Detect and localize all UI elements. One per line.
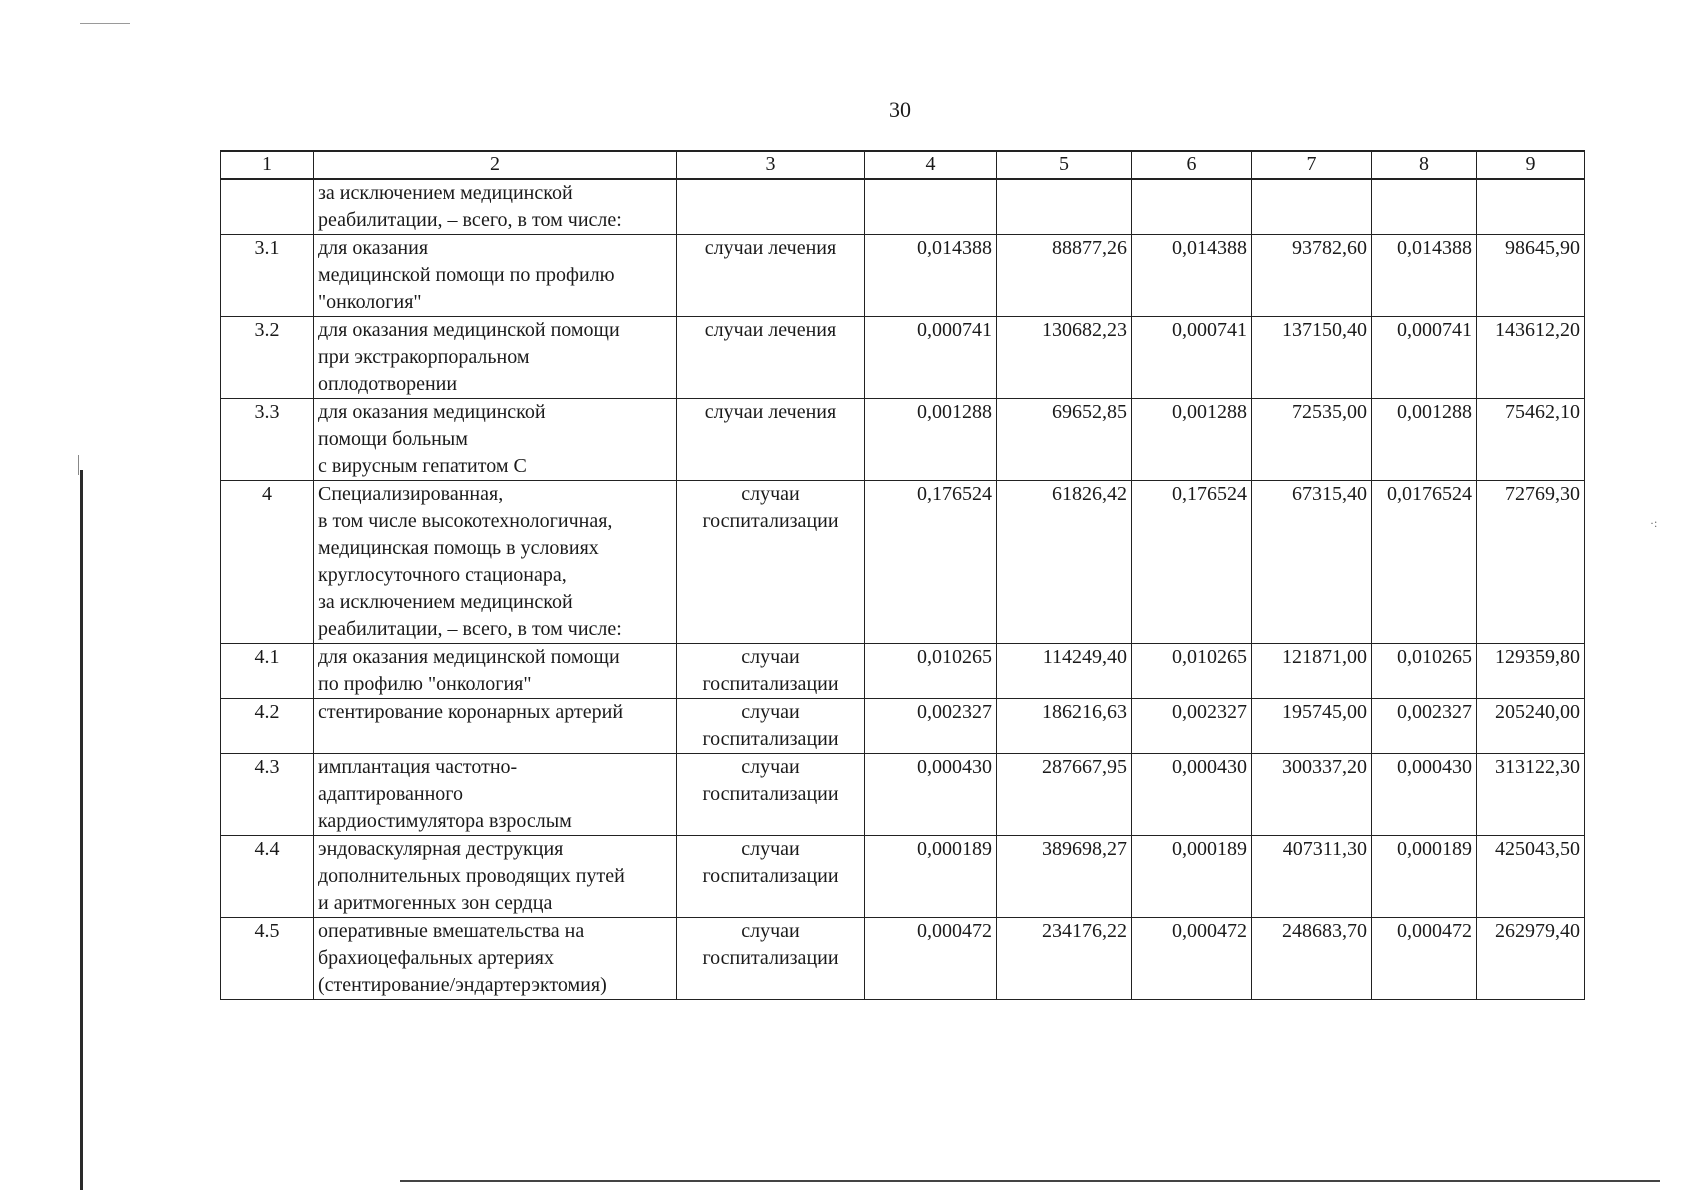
- row-name: [314, 317, 677, 399]
- value-col-6-text: 0,000189: [1172, 838, 1247, 860]
- value-col-4-text: 0,000472: [917, 920, 992, 942]
- row-unit-text: случаи госпитализации: [702, 838, 839, 887]
- value-col-5: [997, 235, 1132, 317]
- value-col-5-text: 234176,22: [1042, 920, 1127, 942]
- table-row: [221, 644, 1585, 699]
- value-col-4: [865, 836, 997, 918]
- row-number-text: 3.1: [254, 237, 280, 259]
- value-col-7-text: 121871,00: [1282, 646, 1367, 668]
- value-col-6: [1132, 836, 1252, 918]
- value-col-7-text: 137150,40: [1282, 319, 1367, 341]
- row-unit: [677, 481, 865, 644]
- value-col-8-text: 0,002327: [1397, 701, 1472, 723]
- value-col-4-text: 0,010265: [917, 646, 992, 668]
- value-col-7-text: 93782,60: [1292, 237, 1367, 259]
- tariff-table: [220, 150, 1585, 1000]
- row-number: [221, 179, 314, 235]
- value-col-9-text: 143612,20: [1495, 319, 1580, 341]
- value-col-5: [997, 918, 1132, 1000]
- value-col-8: [1372, 699, 1477, 754]
- row-unit-text: случаи лечения: [704, 237, 837, 259]
- value-col-9-text: 75462,10: [1505, 401, 1580, 423]
- value-col-7: [1252, 644, 1372, 699]
- header-row: [221, 151, 1585, 179]
- value-col-4-text: 0,176524: [917, 483, 992, 505]
- value-col-6: [1132, 399, 1252, 481]
- scan-artifact-top-line: [80, 23, 130, 24]
- value-col-7-text: 407311,30: [1282, 838, 1367, 860]
- value-col-9: [1477, 699, 1585, 754]
- value-col-5-text: 287667,95: [1042, 756, 1127, 778]
- column-header-1: 1: [221, 151, 314, 179]
- value-col-5: [997, 754, 1132, 836]
- column-header-2: 2: [314, 151, 677, 179]
- value-col-4-text: 0,000189: [917, 838, 992, 860]
- row-name: [314, 481, 677, 644]
- row-name-text: Специализированная, в том числе высокотехнологичная, медицинская помощь в условиях круглосуточного стационара, за исключением медицинской реабилитации, – всего, в том числе:: [318, 483, 622, 640]
- row-unit-text: случаи госпитализации: [702, 701, 839, 750]
- value-col-5-text: 389698,27: [1042, 838, 1127, 860]
- value-col-7: [1252, 481, 1372, 644]
- row-name-text: для оказания медицинской помощи по профилю "онкология": [318, 646, 620, 695]
- row-number-text: 4.3: [254, 756, 280, 778]
- value-col-8: [1372, 644, 1477, 699]
- value-col-6-text: 0,000430: [1172, 756, 1247, 778]
- row-number-text: 4.5: [254, 920, 280, 942]
- value-col-5-text: 88877,26: [1052, 237, 1127, 259]
- table-row: [221, 399, 1585, 481]
- value-col-8-text: 0,001288: [1397, 401, 1472, 423]
- value-col-5: [997, 399, 1132, 481]
- row-unit: [677, 317, 865, 399]
- row-number: [221, 836, 314, 918]
- row-unit-text: случаи госпитализации: [702, 756, 839, 805]
- value-col-6-text: 0,014388: [1172, 237, 1247, 259]
- row-number: [221, 317, 314, 399]
- value-col-5-text: 69652,85: [1052, 401, 1127, 423]
- column-header-6: 6: [1132, 151, 1252, 179]
- value-col-5: [997, 699, 1132, 754]
- value-col-5-text: 130682,23: [1042, 319, 1127, 341]
- value-col-8-text: 0,014388: [1397, 237, 1472, 259]
- value-col-6: [1132, 644, 1252, 699]
- value-col-7-text: 248683,70: [1282, 920, 1367, 942]
- row-name-text: для оказания медицинской помощи по профилю "онкология": [318, 237, 615, 313]
- row-number: [221, 481, 314, 644]
- row-unit: [677, 699, 865, 754]
- row-number: [221, 399, 314, 481]
- value-col-8-text: 0,000472: [1397, 920, 1472, 942]
- value-col-5-text: 114249,40: [1042, 646, 1127, 668]
- column-header-5: 5: [997, 151, 1132, 179]
- value-col-9: [1477, 399, 1585, 481]
- table-row: [221, 754, 1585, 836]
- value-col-6-text: 0,002327: [1172, 701, 1247, 723]
- value-col-4: [865, 699, 997, 754]
- value-col-4-text: 0,002327: [917, 701, 992, 723]
- row-name: [314, 918, 677, 1000]
- value-col-9-text: 313122,30: [1495, 756, 1580, 778]
- value-col-9-text: 425043,50: [1495, 838, 1580, 860]
- value-col-8: [1372, 481, 1477, 644]
- column-header-9: 9: [1477, 151, 1585, 179]
- scan-artifact-bottom-line: [400, 1180, 1660, 1182]
- value-col-6-text: 0,176524: [1172, 483, 1247, 505]
- value-col-9-text: 72769,30: [1505, 483, 1580, 505]
- value-col-9: [1477, 836, 1585, 918]
- value-col-4: [865, 317, 997, 399]
- row-number-text: 4.4: [254, 838, 280, 860]
- table-body: [221, 179, 1585, 1000]
- value-col-7: [1252, 235, 1372, 317]
- row-name-text: стентирование коронарных артерий: [318, 701, 624, 723]
- value-col-6-text: 0,001288: [1172, 401, 1247, 423]
- value-col-7: [1252, 754, 1372, 836]
- value-col-4: [865, 235, 997, 317]
- value-col-4: [865, 754, 997, 836]
- row-unit: [677, 918, 865, 1000]
- value-col-7: [1252, 836, 1372, 918]
- value-col-9: [1477, 644, 1585, 699]
- row-number-text: 3.2: [254, 319, 280, 341]
- row-number: [221, 918, 314, 1000]
- column-header-4: 4: [865, 151, 997, 179]
- value-col-6: [1132, 754, 1252, 836]
- row-number: [221, 699, 314, 754]
- value-col-7: [1252, 399, 1372, 481]
- value-col-5: [997, 179, 1132, 235]
- column-header-8: 8: [1372, 151, 1477, 179]
- table-row: [221, 699, 1585, 754]
- table-row: [221, 317, 1585, 399]
- value-col-4: [865, 918, 997, 1000]
- row-number-text: 4.2: [254, 701, 280, 723]
- value-col-4-text: 0,000430: [917, 756, 992, 778]
- value-col-9: [1477, 317, 1585, 399]
- table-row: [221, 918, 1585, 1000]
- page-number: 30: [889, 97, 911, 122]
- row-name: [314, 179, 677, 235]
- value-col-6: [1132, 179, 1252, 235]
- value-col-6: [1132, 317, 1252, 399]
- row-name: [314, 399, 677, 481]
- table-row: [221, 836, 1585, 918]
- value-col-9-text: 129359,80: [1495, 646, 1580, 668]
- value-col-4: [865, 399, 997, 481]
- value-col-4: [865, 481, 997, 644]
- row-name: [314, 644, 677, 699]
- value-col-9: [1477, 754, 1585, 836]
- value-col-4-text: 0,001288: [917, 401, 992, 423]
- row-name-text: для оказания медицинской помощи при экстракорпоральном оплодотворении: [318, 319, 620, 395]
- row-name-text: эндоваскулярная деструкция дополнительных проводящих путей и аритмогенных зон сердца: [318, 838, 625, 914]
- column-header-7: 7: [1252, 151, 1372, 179]
- row-name-text: оперативные вмешательства на брахиоцефальных артериях (стентирование/эндартерэктомия): [318, 920, 607, 996]
- row-number: [221, 644, 314, 699]
- row-unit: [677, 644, 865, 699]
- row-name-text: для оказания медицинской помощи больным с вирусным гепатитом С: [318, 401, 546, 477]
- value-col-6: [1132, 918, 1252, 1000]
- row-number: [221, 754, 314, 836]
- row-number-text: 4: [262, 483, 272, 505]
- value-col-9: [1477, 235, 1585, 317]
- table-row: [221, 235, 1585, 317]
- value-col-8-text: 0,010265: [1397, 646, 1472, 668]
- value-col-8: [1372, 399, 1477, 481]
- row-number-text: 4.1: [254, 646, 280, 668]
- value-col-7-text: 67315,40: [1292, 483, 1367, 505]
- value-col-6-text: 0,000472: [1172, 920, 1247, 942]
- value-col-9-text: 262979,40: [1495, 920, 1580, 942]
- value-col-8: [1372, 918, 1477, 1000]
- row-unit-text: случаи лечения: [704, 319, 837, 341]
- value-col-7: [1252, 699, 1372, 754]
- value-col-8: [1372, 754, 1477, 836]
- row-number-text: 3.3: [254, 401, 280, 423]
- value-col-7-text: 195745,00: [1282, 701, 1367, 723]
- value-col-5-text: 61826,42: [1052, 483, 1127, 505]
- row-unit: [677, 754, 865, 836]
- row-unit-text: случаи госпитализации: [702, 646, 839, 695]
- row-name: [314, 754, 677, 836]
- value-col-9-text: 205240,00: [1495, 701, 1580, 723]
- value-col-7-text: 72535,00: [1292, 401, 1367, 423]
- value-col-5-text: 186216,63: [1042, 701, 1127, 723]
- value-col-8: [1372, 179, 1477, 235]
- value-col-9: [1477, 179, 1585, 235]
- row-unit: [677, 836, 865, 918]
- value-col-8-text: 0,000430: [1397, 756, 1472, 778]
- value-col-8: [1372, 235, 1477, 317]
- row-name-text: за исключением медицинской реабилитации, – всего, в том числе:: [318, 182, 622, 231]
- value-col-9-text: 98645,90: [1505, 237, 1580, 259]
- row-unit: [677, 235, 865, 317]
- value-col-5: [997, 317, 1132, 399]
- value-col-7: [1252, 179, 1372, 235]
- row-name: [314, 235, 677, 317]
- value-col-7: [1252, 317, 1372, 399]
- value-col-8-text: 0,000189: [1397, 838, 1472, 860]
- value-col-4-text: 0,000741: [917, 319, 992, 341]
- value-col-5: [997, 644, 1132, 699]
- scan-artifact-left-tick: [78, 455, 79, 475]
- value-col-7: [1252, 918, 1372, 1000]
- value-col-6: [1132, 699, 1252, 754]
- row-number: [221, 235, 314, 317]
- row-unit-text: случаи госпитализации: [702, 483, 839, 532]
- row-unit-text: случаи лечения: [704, 401, 837, 423]
- table-row: [221, 179, 1585, 235]
- value-col-9: [1477, 918, 1585, 1000]
- value-col-4: [865, 644, 997, 699]
- value-col-6-text: 0,000741: [1172, 319, 1247, 341]
- value-col-5: [997, 481, 1132, 644]
- value-col-6: [1132, 235, 1252, 317]
- row-name-text: имплантация частотно- адаптированного кардиостимулятора взрослым: [318, 756, 572, 832]
- value-col-8: [1372, 317, 1477, 399]
- value-col-9: [1477, 481, 1585, 644]
- row-name: [314, 836, 677, 918]
- row-unit: [677, 399, 865, 481]
- row-name: [314, 699, 677, 754]
- row-unit: [677, 179, 865, 235]
- value-col-4: [865, 179, 997, 235]
- scan-artifact-dots: ·:: [1650, 516, 1658, 530]
- scan-artifact-left-bar: [80, 470, 83, 1190]
- value-col-8: [1372, 836, 1477, 918]
- value-col-6: [1132, 481, 1252, 644]
- value-col-5: [997, 836, 1132, 918]
- column-header-3: 3: [677, 151, 865, 179]
- table-row: [221, 481, 1585, 644]
- value-col-8-text: 0,0176524: [1387, 483, 1472, 505]
- value-col-6-text: 0,010265: [1172, 646, 1247, 668]
- value-col-4-text: 0,014388: [917, 237, 992, 259]
- value-col-7-text: 300337,20: [1282, 756, 1367, 778]
- value-col-8-text: 0,000741: [1397, 319, 1472, 341]
- row-unit-text: случаи госпитализации: [702, 920, 839, 969]
